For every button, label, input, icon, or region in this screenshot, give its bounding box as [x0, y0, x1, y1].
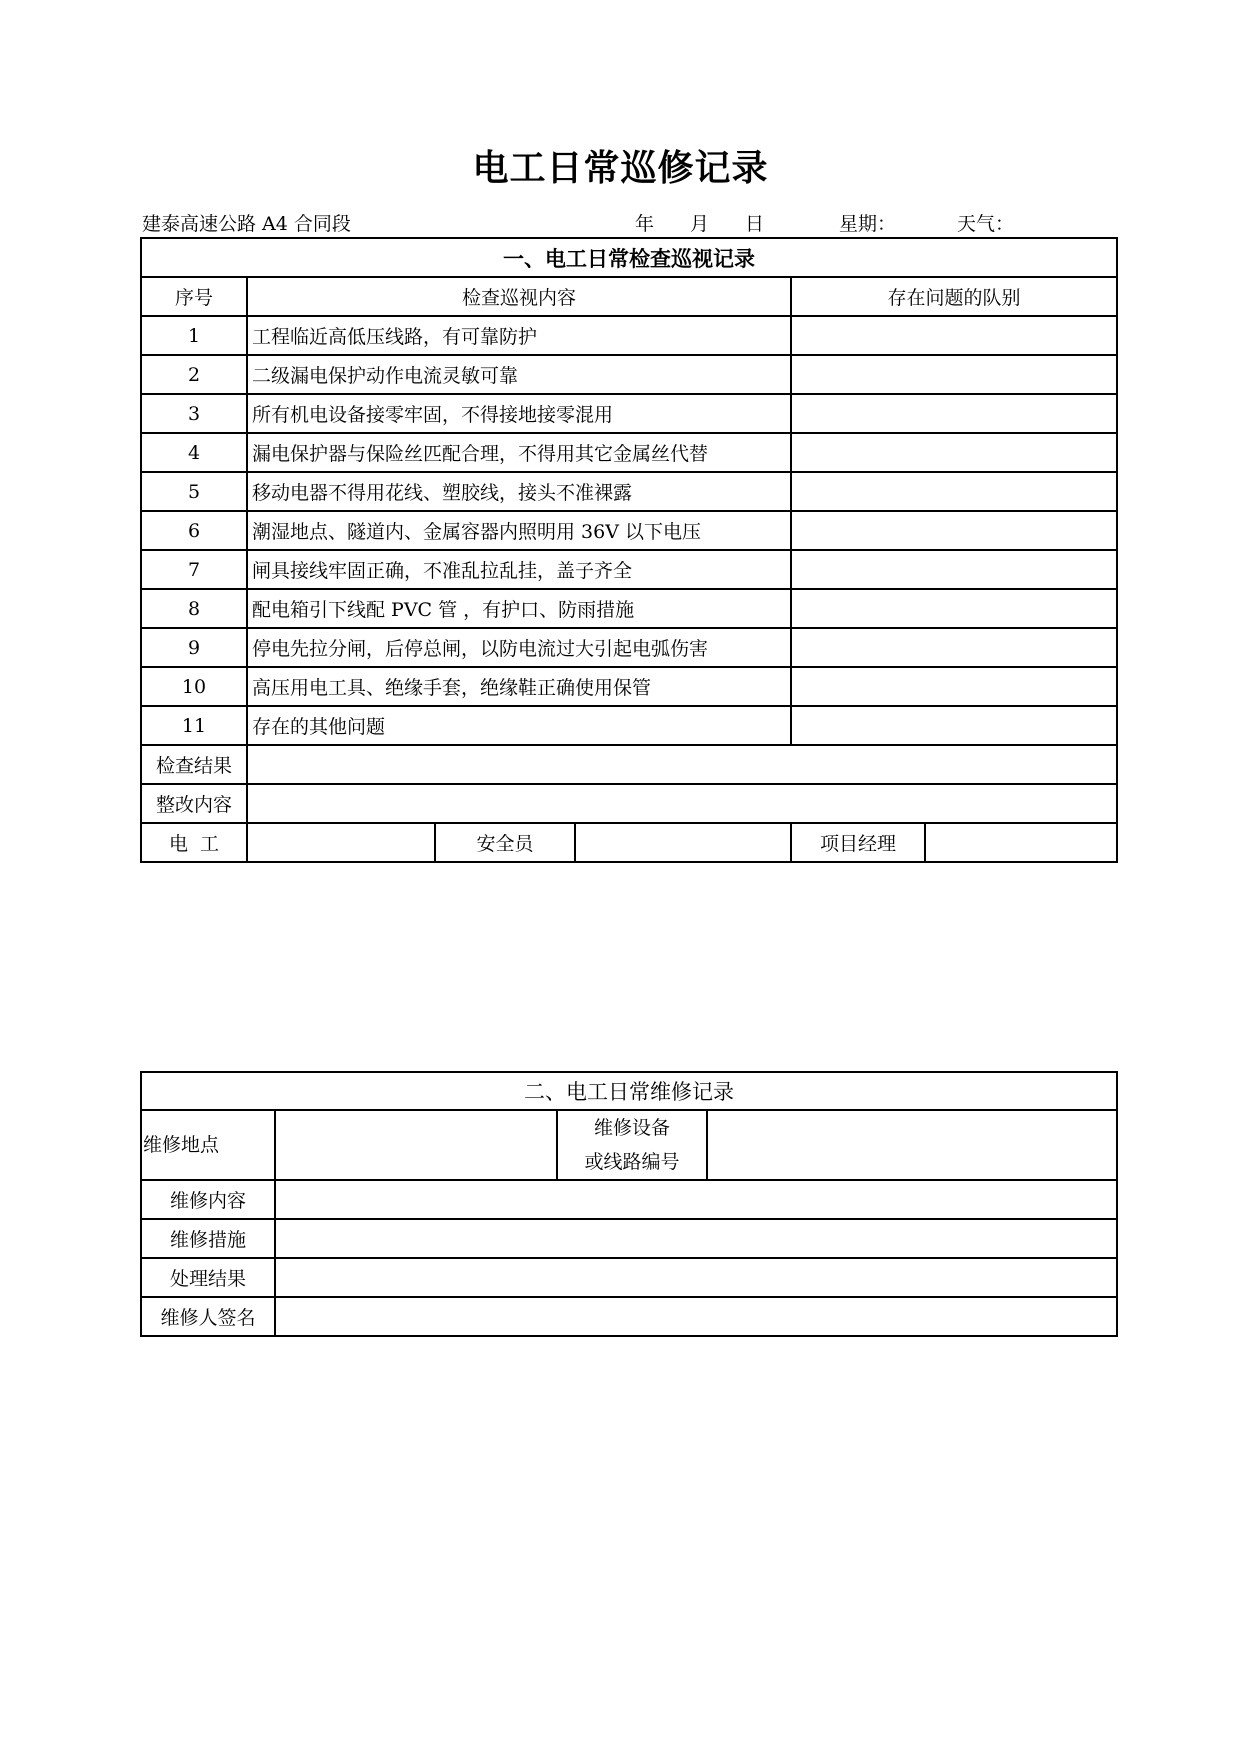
row-content: 潮湿地点、隧道内、金属容器内照明用 36V 以下电压	[247, 511, 791, 550]
check-result-field[interactable]	[247, 745, 1117, 784]
rectify-label: 整改内容	[141, 784, 247, 823]
weekday-label: 星期：	[839, 213, 897, 235]
row-content: 高压用电工具、绝缘手套，绝缘鞋正确使用保管	[247, 667, 791, 706]
section1-title: 一、电工日常检查巡视记录	[141, 238, 1117, 277]
page-title: 电工日常巡修记录	[472, 148, 769, 189]
month-label: 月	[690, 213, 710, 235]
row-no: 7	[141, 550, 247, 589]
row-team-cell[interactable]	[791, 394, 1117, 433]
row-team-cell[interactable]	[791, 472, 1117, 511]
row-team-cell[interactable]	[791, 667, 1117, 706]
row-no: 6	[141, 511, 247, 550]
row-team-cell[interactable]	[791, 355, 1117, 394]
repair-location-field[interactable]	[275, 1110, 557, 1180]
day-label: 日	[745, 213, 765, 235]
repair-equipment-label-line2: 或线路编号	[584, 1151, 680, 1173]
year-label: 年	[635, 213, 655, 235]
weather-label: 天气：	[957, 213, 1015, 235]
row-content: 移动电器不得用花线、塑胶线，接头不准裸露	[247, 472, 791, 511]
section2-title: 二、电工日常维修记录	[141, 1072, 1117, 1110]
row-team-cell[interactable]	[791, 550, 1117, 589]
table-row	[141, 667, 1117, 706]
row-no: 2	[141, 355, 247, 394]
row-content: 存在的其他问题	[247, 706, 791, 745]
repair-result-field[interactable]	[275, 1258, 1117, 1297]
row-content: 二级漏电保护动作电流灵敏可靠	[247, 355, 791, 394]
repair-location-label: 维修地点	[141, 1110, 275, 1180]
repair-result-label: 处理结果	[141, 1258, 275, 1297]
project-name: 建泰高速公路 A4 合同段	[142, 213, 351, 235]
col-header-no: 序号	[141, 277, 247, 316]
col-header-team: 存在问题的队别	[791, 277, 1117, 316]
table-row	[141, 394, 1117, 433]
safety-officer-signature-field[interactable]	[575, 823, 791, 862]
row-no: 4	[141, 433, 247, 472]
table-row	[141, 628, 1117, 667]
table-row	[141, 589, 1117, 628]
table-row	[141, 316, 1117, 355]
table-row	[141, 433, 1117, 472]
repair-content-label: 维修内容	[141, 1180, 275, 1219]
repair-measures-field[interactable]	[275, 1219, 1117, 1258]
repairer-signature-label: 维修人签名	[141, 1297, 275, 1336]
row-team-cell[interactable]	[791, 706, 1117, 745]
inspection-table	[140, 237, 1118, 863]
row-no: 3	[141, 394, 247, 433]
row-content: 所有机电设备接零牢固，不得接地接零混用	[247, 394, 791, 433]
safety-officer-label: 安全员	[435, 823, 575, 862]
row-no: 9	[141, 628, 247, 667]
table-row	[141, 472, 1117, 511]
row-team-cell[interactable]	[791, 433, 1117, 472]
repair-measures-label: 维修措施	[141, 1219, 275, 1258]
row-team-cell[interactable]	[791, 628, 1117, 667]
row-no: 8	[141, 589, 247, 628]
rectify-field[interactable]	[247, 784, 1117, 823]
row-team-cell[interactable]	[791, 316, 1117, 355]
row-no: 1	[141, 316, 247, 355]
header-line	[142, 207, 1116, 237]
project-manager-label: 项目经理	[791, 823, 925, 862]
table-row	[141, 550, 1117, 589]
repair-equipment-label	[557, 1110, 707, 1180]
row-no: 11	[141, 706, 247, 745]
row-content: 配电箱引下线配 PVC 管 ，有护口、防雨措施	[247, 589, 791, 628]
table-row	[141, 355, 1117, 394]
row-team-cell[interactable]	[791, 589, 1117, 628]
repair-table	[140, 1071, 1118, 1337]
row-content: 停电先拉分闸，后停总闸，以防电流过大引起电弧伤害	[247, 628, 791, 667]
row-team-cell[interactable]	[791, 511, 1117, 550]
repair-equipment-label-line1: 维修设备	[593, 1117, 670, 1139]
repair-content-field[interactable]	[275, 1180, 1117, 1219]
table-row	[141, 511, 1117, 550]
row-no: 5	[141, 472, 247, 511]
electrician-signature-field[interactable]	[247, 823, 435, 862]
table-row	[141, 706, 1117, 745]
project-manager-signature-field[interactable]	[925, 823, 1117, 862]
repairer-signature-field[interactable]	[275, 1297, 1117, 1336]
row-content: 工程临近高低压线路，有可靠防护	[247, 316, 791, 355]
row-no: 10	[141, 667, 247, 706]
repair-equipment-field[interactable]	[707, 1110, 1117, 1180]
electrician-label: 电 工	[141, 823, 247, 862]
row-content: 闸具接线牢固正确，不准乱拉乱挂，盖子齐全	[247, 550, 791, 589]
check-result-label: 检查结果	[141, 745, 247, 784]
row-content: 漏电保护器与保险丝匹配合理，不得用其它金属丝代替	[247, 433, 791, 472]
col-header-content: 检查巡视内容	[247, 277, 791, 316]
